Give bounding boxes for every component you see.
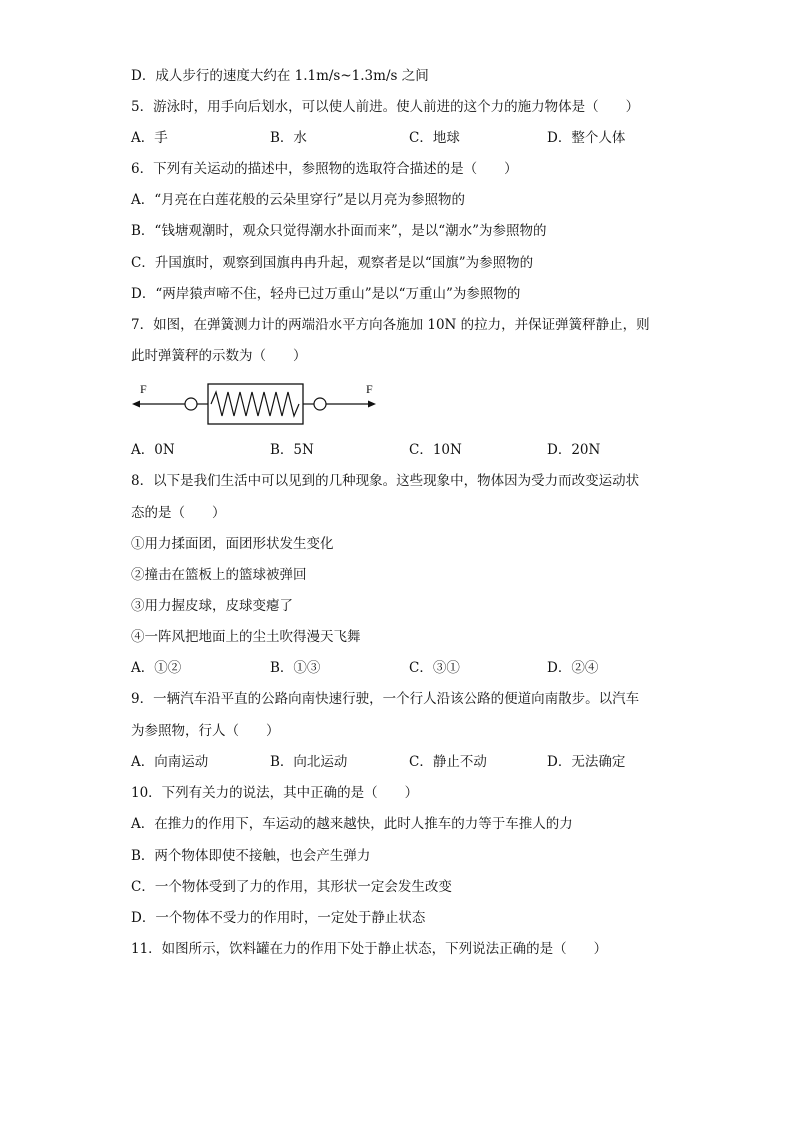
q6-option-a: A．“月亮在白莲花般的云朵里穿行”是以月亮为参照物的 bbox=[131, 192, 466, 208]
q10-option-a: A．在推力的作用下，车运动的越来越快，此时人推车的力等于车推人的力 bbox=[131, 816, 573, 832]
q6-option-d: D．“两岸猿声啼不住，轻舟已过万重山”是以“万重山”为参照物的 bbox=[131, 286, 521, 302]
q8-statement-1: ①用力揉面团，面团形状发生变化 bbox=[131, 536, 334, 552]
left-arrow-head bbox=[132, 401, 140, 408]
right-hook-ring bbox=[314, 398, 326, 410]
question-9-line1: 9．一辆汽车沿平直的公路向南快速行驶，一个行人沿该公路的便道向南散步。以汽车 bbox=[131, 691, 640, 707]
q6-option-b: B．“钱塘观潮时，观众只觉得潮水扑面而来”，是以“潮水”为参照物的 bbox=[131, 223, 547, 239]
q4-option-d: D．成人步行的速度大约在 1.1m/s~1.3m/s 之间 bbox=[131, 68, 429, 84]
q8-option-b: B．①③ bbox=[270, 660, 321, 676]
q7-option-a: A．0N bbox=[131, 442, 175, 458]
q5-option-b: B．水 bbox=[270, 130, 307, 146]
left-hook-ring bbox=[185, 398, 197, 410]
q10-option-b: B．两个物体即使不接触，也会产生弹力 bbox=[131, 848, 371, 864]
question-5: 5．游泳时，用手向后划水，可以使人前进。使人前进的这个力的施力物体是（ ） bbox=[131, 99, 640, 115]
right-arrow-head bbox=[368, 401, 376, 408]
q10-option-c: C．一个物体受到了力的作用，其形状一定会发生改变 bbox=[131, 879, 452, 895]
question-7-line1: 7．如图，在弹簧测力计的两端沿水平方向各施加 10N 的拉力，并保证弹簧秤静止，则 bbox=[131, 317, 650, 333]
question-8-line2: 态的是（ ） bbox=[131, 505, 226, 521]
q9-option-b: B．向北运动 bbox=[270, 754, 348, 770]
q8-option-a: A．①② bbox=[131, 660, 182, 676]
q7-option-c: C．10N bbox=[409, 442, 462, 458]
q8-option-d: D．②④ bbox=[547, 660, 599, 676]
right-force-label: F bbox=[366, 382, 373, 396]
left-force-label: F bbox=[140, 382, 147, 396]
q9-option-c: C．静止不动 bbox=[409, 754, 487, 770]
q7-option-b: B．5N bbox=[270, 442, 314, 458]
spring-scale-figure bbox=[128, 378, 388, 430]
q7-option-d: D．20N bbox=[547, 442, 601, 458]
q9-option-d: D．无法确定 bbox=[547, 754, 626, 770]
question-11: 11．如图所示，饮料罐在力的作用下处于静止状态，下列说法正确的是（ ） bbox=[131, 941, 608, 957]
q5-option-d: D．整个人体 bbox=[547, 130, 626, 146]
q6-option-c: C．升国旗时，观察到国旗冉冉升起，观察者是以“国旗”为参照物的 bbox=[131, 255, 534, 271]
q9-option-a: A．向南运动 bbox=[131, 754, 209, 770]
q5-option-a: A．手 bbox=[131, 130, 168, 146]
q8-statement-2: ②撞击在篮板上的篮球被弹回 bbox=[131, 567, 307, 583]
q8-statement-3: ③用力握皮球，皮球变瘪了 bbox=[131, 598, 293, 614]
q8-statement-4: ④一阵风把地面上的尘土吹得漫天飞舞 bbox=[131, 629, 361, 645]
q8-option-c: C．③① bbox=[409, 660, 460, 676]
question-10: 10．下列有关力的说法，其中正确的是（ ） bbox=[131, 785, 419, 801]
question-6: 6．下列有关运动的描述中，参照物的选取符合描述的是（ ） bbox=[131, 161, 518, 177]
question-8-line1: 8．以下是我们生活中可以见到的几种现象。这些现象中，物体因为受力而改变运动状 bbox=[131, 473, 640, 489]
q10-option-d: D．一个物体不受力的作用时，一定处于静止状态 bbox=[131, 910, 426, 926]
question-9-line2: 为参照物，行人（ ） bbox=[131, 723, 280, 739]
q5-option-c: C．地球 bbox=[409, 130, 460, 146]
question-7-line2: 此时弹簧秤的示数为（ ） bbox=[131, 348, 307, 364]
